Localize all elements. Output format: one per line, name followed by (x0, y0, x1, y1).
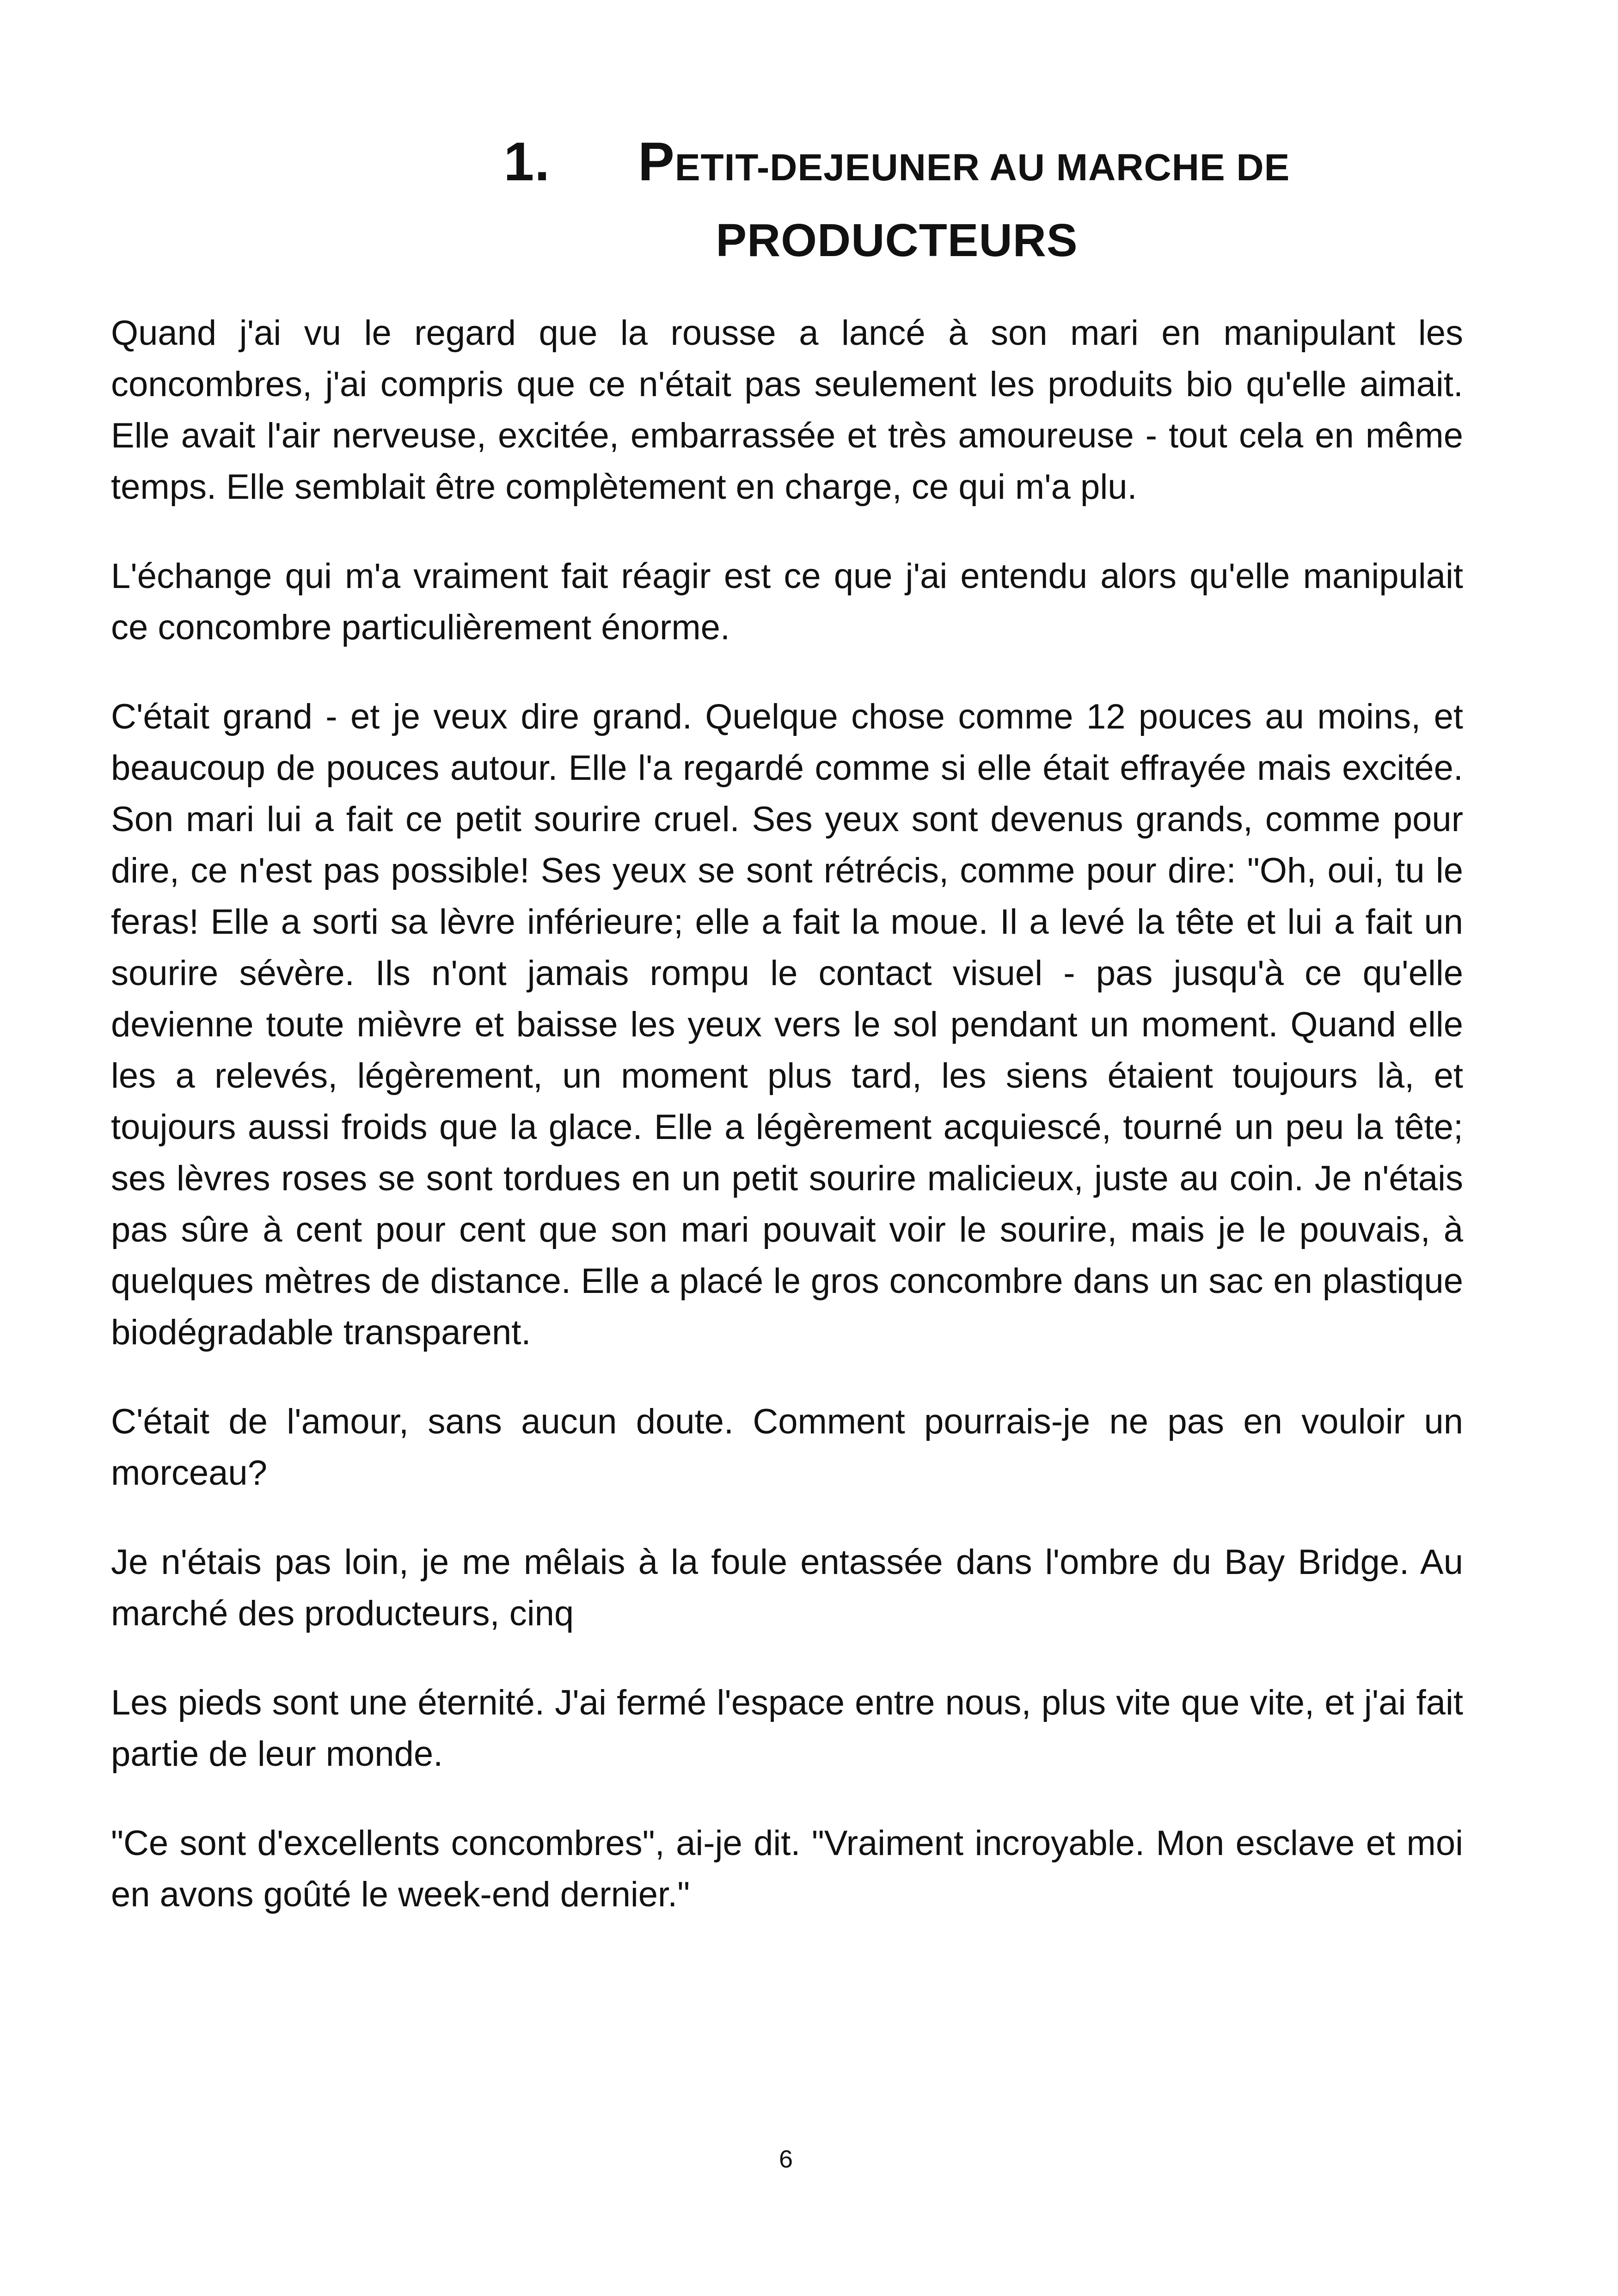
paragraph-5: Je n'étais pas loin, je me mêlais à la foule entassée dans l'ombre du Bay Bridge. Au marché des producteurs, cinq (111, 1543, 1463, 1633)
paragraph-7: "Ce sont d'excellents concombres", ai-je dit. "Vraiment incroyable. Mon esclave et moi en avons goûté le week-end dernier." (111, 1824, 1463, 1914)
chapter-heading (111, 116, 1507, 282)
chapter-title-line-1: ETIT-DEJEUNER AU MARCHE DE (674, 147, 1290, 189)
paragraph-4: C'était de l'amour, sans aucun doute. Comment pourrais-je ne pas en vouloir un morceau? (111, 1402, 1463, 1493)
body-text (111, 307, 1463, 1958)
paragraph-3: C'était grand - et je veux dire grand. Quelque chose comme 12 pouces au moins, et beaucoup de pouces autour. Elle l'a regardé comme si elle était effrayée mais excitée. Son mari lui a fait ce petit sourire cruel. Ses yeux sont devenus grands, comme pour dire, ce n'est pas possible! Ses yeux se sont rétrécis, comme pour dire: "Oh, oui, tu le feras! Elle a sorti sa lèvre inférieure; elle a fait la moue. Il a levé la tête et lui a fait un sourire sévère. Ils n'ont jamais rompu le contact visuel - pas jusqu'à ce qu'elle devienne toute mièvre et baisse les yeux vers le sol pendant un moment. Quand elle les a relevés, légèrement, un moment plus tard, les siens étaient toujours là, et toujours aussi froids que la glace. Elle a légèrement acquiescé, tourné un peu la tête; ses lèvres roses se sont tordues en un petit sourire malicieux, juste au coin. Je n'étais pas sûre à cent pour cent que son mari pouvait voir le sourire, mais je le pouvais, à quelques mètres de distance. Elle a placé le gros concombre dans un sac en plastique biodégradable transparent. (111, 697, 1463, 1352)
paragraph-1: Quand j'ai vu le regard que la rousse a lancé à son mari en manipulant les concombres, j'ai compris que ce n'était pas seulement les produits bio qu'elle aimait. Elle avait l'air nerveuse, excitée, embarrassée et très amoureuse - tout cela en même temps. Elle semblait être complètement en charge, ce qui m'a plu. (111, 313, 1463, 507)
chapter-heading-line-1 (111, 116, 1507, 208)
page-number: 6 (778, 2145, 793, 2173)
chapter-title-initial: P (638, 131, 675, 192)
paragraph-6: Les pieds sont une éternité. J'ai fermé l'espace entre nous, plus vite que vite, et j'ai fait partie de leur monde. (111, 1683, 1463, 1774)
paragraph-2: L'échange qui m'a vraiment fait réagir est ce que j'ai entendu alors qu'elle manipulait ce concombre particulièrement énorme. (111, 557, 1463, 647)
chapter-title-line-2: PRODUCTEURS (716, 214, 1078, 266)
chapter-number: 1. (503, 131, 551, 192)
